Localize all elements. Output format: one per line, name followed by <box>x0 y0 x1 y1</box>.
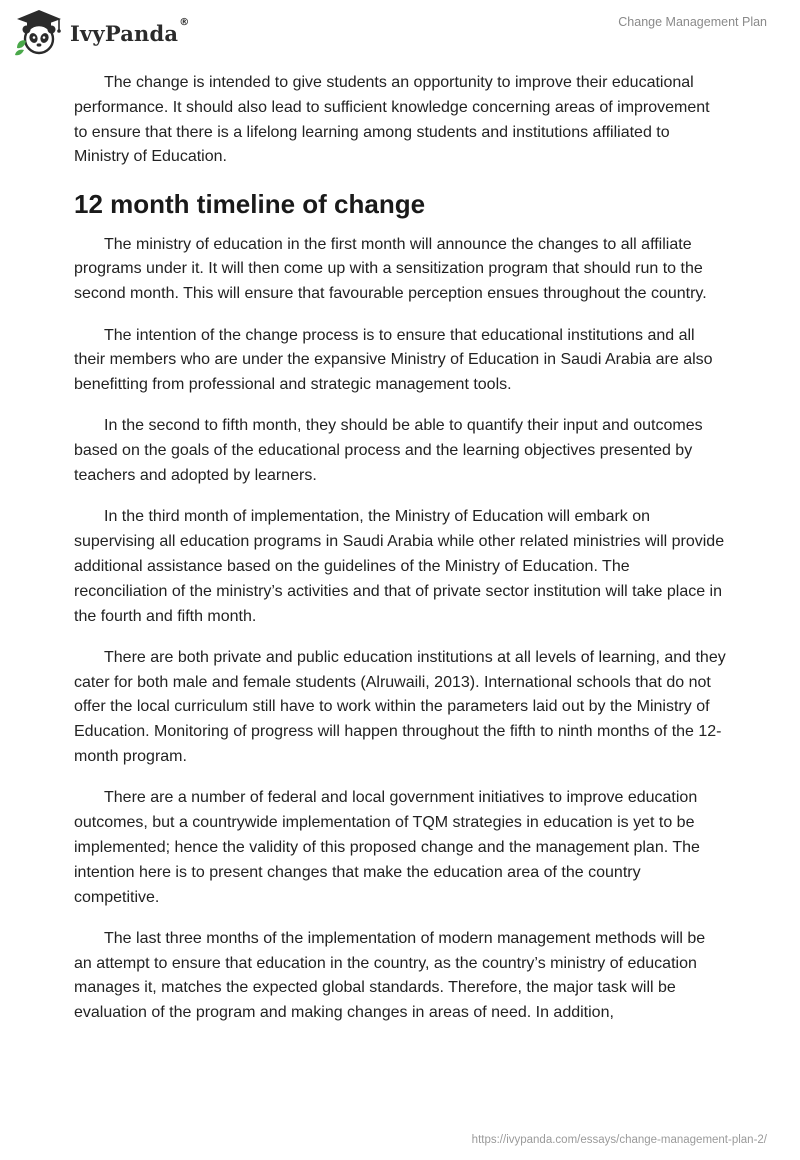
essay-content <box>74 71 726 1043</box>
body-paragraph: The last three months of the implementation of modern management methods will be an attempt to ensure that education in the country, as the country’s ministry of education manages it, matches the expected global standards. Therefore, the major task will be evaluation of the program and making changes in areas of need. In addition, <box>74 929 706 1022</box>
running-title: Change Management Plan <box>618 15 767 29</box>
panda-graduate-icon <box>14 8 64 58</box>
body-paragraph: The ministry of education in the first month will announce the changes to all affiliate programs under it. It will then come up with a sensitization program that should run to the second month. This will ensure that favourable perception ensues throughout the country. <box>74 235 707 303</box>
page-header <box>0 0 800 66</box>
section-heading: 12 month timeline of change <box>74 188 426 219</box>
registered-mark: ® <box>179 16 190 28</box>
body-paragraph: There are a number of federal and local government initiatives to improve education outcomes, but a countrywide implementation of TQM strategies in education is yet to be implemented; hence the validity of this proposed change and the management plan. The intention here is to present changes that make the education area of the country competitive. <box>74 789 700 906</box>
body-paragraph: There are both private and public education institutions at all levels of learning, and they cater for both male and female students (Alruwaili, 2013). International schools that do not offer the local curriculum still have to work within the parameters laid out by the Ministry of Education. Monitoring of progress will happen throughout the fifth to ninth months of the 12-month program. <box>74 648 726 766</box>
source-url-link[interactable]: https://ivypanda.com/essays/change-management-plan-2/ <box>471 1134 767 1146</box>
body-paragraph: In the second to fifth month, they should be able to quantify their input and outcomes based on the goals of the educational process and the learning objectives presented by teachers and adopted by learners. <box>74 417 703 485</box>
brand-name: IvyPanda® <box>70 16 190 46</box>
intro-paragraph: The change is intended to give students an opportunity to improve their educational performance. It should also lead to sufficient knowledge concerning areas of improvement to ensure that there is a lifelong learning among students and institutions affiliated to Ministry of Education. <box>74 74 710 166</box>
ivypanda-logo[interactable] <box>14 8 189 58</box>
body-paragraph: The intention of the change process is to ensure that educational institutions and all their members who are under the expansive Ministry of Education in Saudi Arabia are also benefitting from professional and strategic management tools. <box>74 326 713 394</box>
body-paragraph: In the third month of implementation, the Ministry of Education will embark on supervising all education programs in Saudi Arabia while other related ministries will provide additional assistance based on the guidelines of the Ministry of Education. The reconciliation of the ministry’s activities and that of private sector institution will take place in the fourth and fifth month. <box>74 508 725 625</box>
